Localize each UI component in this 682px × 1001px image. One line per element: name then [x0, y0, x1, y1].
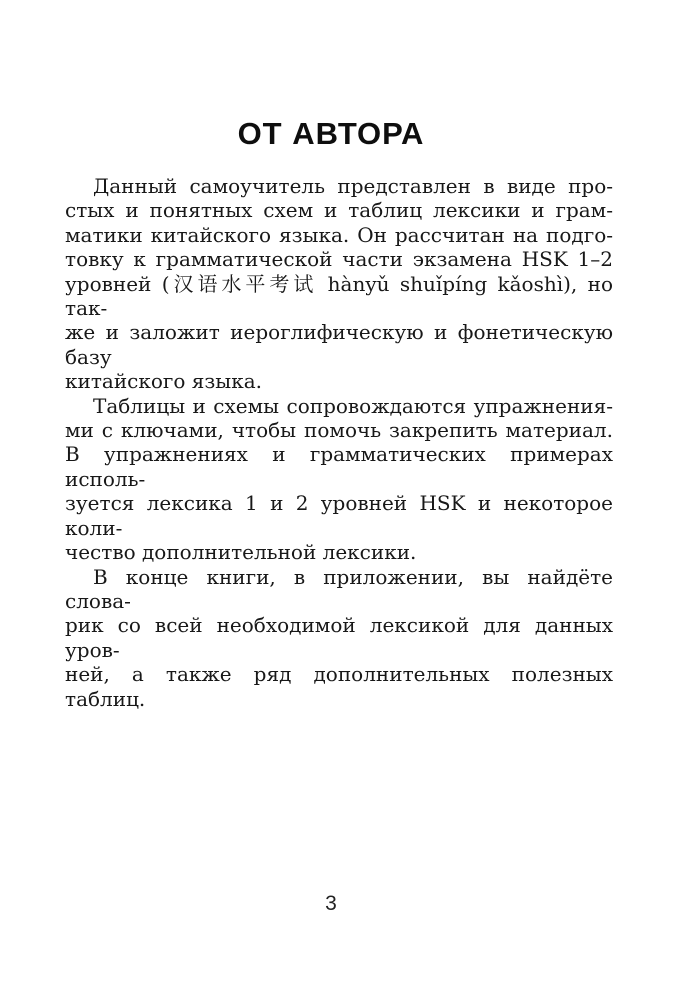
- text-line: Таблицы и схемы сопровождаются упражнения-: [93, 393, 613, 418]
- text-line: матики китайского языка. Он рассчитан на подго-: [65, 222, 613, 247]
- text-line: рик со всей необходимой лексикой для данных уров-: [65, 613, 613, 662]
- text-line: Данный самоучитель представлен в виде про-: [93, 174, 613, 198]
- text-line: чество дополнительной лексики.: [65, 540, 417, 565]
- text-line: же и заложит иероглифическую и фонетическую базу: [65, 320, 613, 369]
- paragraph-1: [65, 174, 613, 394]
- text-line: зуется лексика 1 и 2 уровней HSK и некоторое коли-: [65, 491, 613, 540]
- page-title: ОТ АВТОРА: [237, 116, 425, 151]
- text-line: ней, а также ряд дополнительных полезных таблиц.: [65, 662, 613, 711]
- text-line: товку к грамматической части экзамена HSK 1–2: [65, 247, 613, 272]
- text-line: В конце книги, в приложении, вы найдёте слова-: [65, 564, 613, 613]
- text-line: уровней (汉语水平考试 hànyǔ shuǐpíng kǎoshì), но так-: [65, 271, 613, 321]
- paragraph-2: [65, 394, 613, 565]
- text-line: В упражнениях и грамматических примерах исполь-: [65, 442, 613, 491]
- paragraph-3: [65, 565, 613, 711]
- text-line: китайского языка.: [65, 369, 262, 394]
- text-line: стых и понятных схем и таблиц лексики и грам-: [65, 198, 613, 223]
- page-number: 3: [325, 892, 337, 915]
- body-text: [65, 174, 613, 711]
- text-line: ми с ключами, чтобы помочь закрепить материал.: [65, 418, 613, 443]
